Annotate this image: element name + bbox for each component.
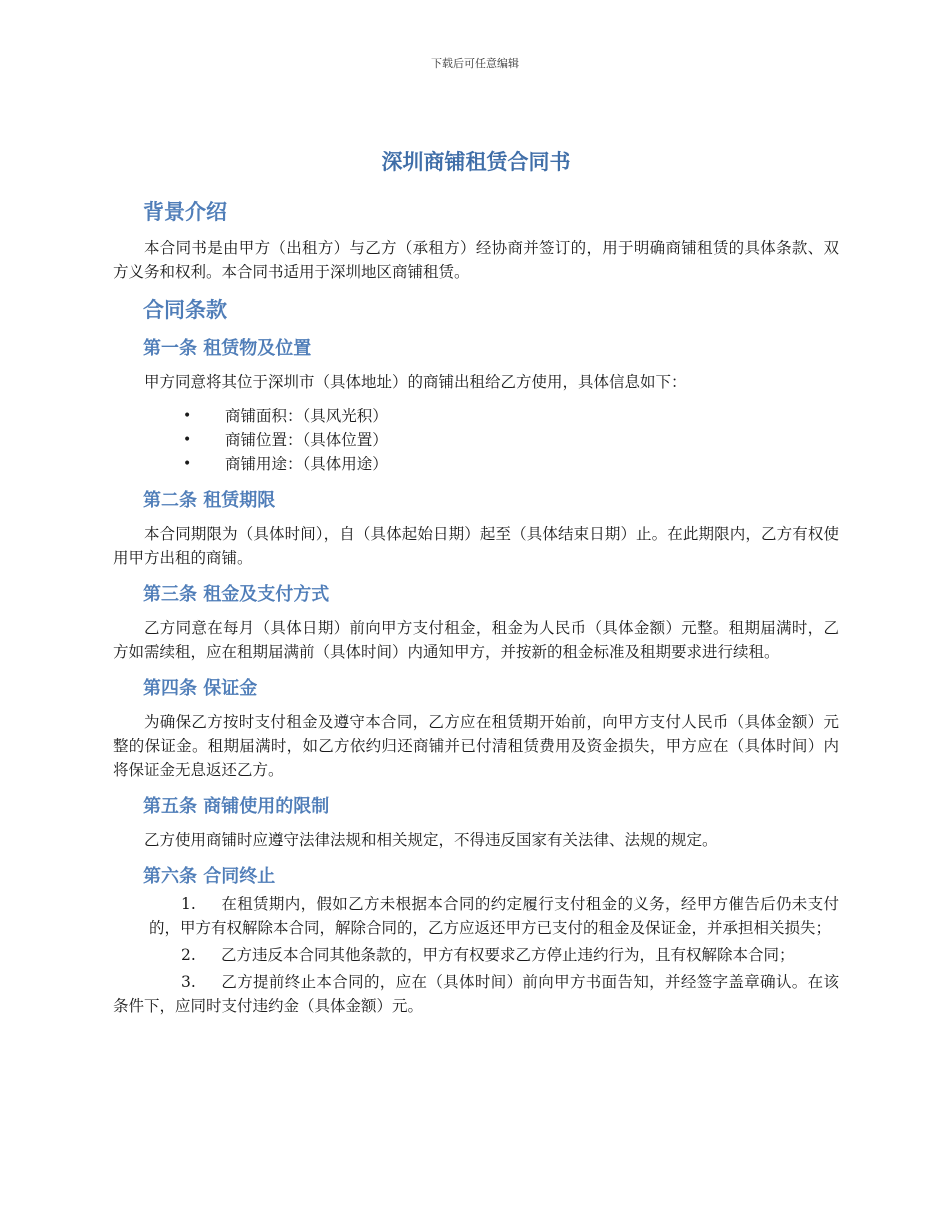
heading-article-1: 第一条 租赁物及位置 [143, 338, 312, 359]
heading-contract-terms: 合同条款 [143, 298, 227, 322]
bullet-icon: • [183, 456, 192, 472]
list-item-text: 乙方提前终止本合同的，应在（具体时间）前向甲方书面告知，并经签字盖章确认。在该条件下，应同时支付违约金（具体金额）元。 [113, 973, 839, 1015]
heading-article-3: 第三条 租金及支付方式 [143, 584, 330, 605]
list-item-number: 1. [181, 895, 196, 913]
article-5-paragraph: 乙方使用商铺时应遵守法律法规和相关规定，不得违反国家有关法律、法规的规定。 [144, 831, 718, 849]
list-item-text: 商铺面积：（具风光积） [225, 407, 388, 425]
list-item [113, 892, 839, 940]
article-1-bullet-list [113, 404, 839, 476]
document-body [113, 146, 839, 1021]
article-4-paragraph: 为确保乙方按时支付租金及遵守本合同，乙方应在租赁期开始前，向甲方支付人民币（具体金额）元整的保证金。租期届满时，如乙方依约归还商铺并已付清租赁费用及资金损失，甲方应在（具体时间）内将保证金无息返还乙方。 [113, 713, 839, 779]
list-item [113, 404, 839, 428]
heading-article-2: 第二条 租赁期限 [143, 490, 276, 511]
document-title: 深圳商铺租赁合同书 [381, 150, 571, 174]
bullet-icon: • [183, 432, 192, 448]
list-item [113, 943, 839, 967]
list-item [113, 970, 839, 1018]
background-paragraph: 本合同书是由甲方（出租方）与乙方（承租方）经协商并签订的，用于明确商铺租赁的具体条款、双方义务和权利。本合同书适用于深圳地区商铺租赁。 [113, 239, 839, 281]
list-item-text: 商铺用途：（具体用途） [225, 455, 388, 473]
list-item [113, 452, 839, 476]
list-item-number: 3. [181, 973, 196, 991]
bullet-icon: • [183, 408, 192, 424]
heading-article-5: 第五条 商铺使用的限制 [143, 796, 330, 817]
list-item-number: 2. [181, 946, 196, 964]
article-3-paragraph: 乙方同意在每月（具体日期）前向甲方支付租金，租金为人民币（具体金额）元整。租期届满时，乙方如需续租，应在租期届满前（具体时间）内通知甲方，并按新的租金标准及租期要求进行续租。 [113, 619, 839, 661]
article-2-paragraph: 本合同期限为（具体时间），自（具体起始日期）起至（具体结束日期）止。在此期限内，乙方有权使用甲方出租的商铺。 [113, 525, 839, 567]
article-6-numbered-list [113, 892, 839, 1018]
list-item-text: 商铺位置：（具体位置） [225, 431, 388, 449]
list-item-text: 在租赁期内，假如乙方未根据本合同的约定履行支付租金的义务，经甲方催告后仍未支付的，甲方有权解除本合同，解除合同的，乙方应返还甲方已支付的租金及保证金，并承担相关损失； [149, 895, 839, 937]
heading-article-6: 第六条 合同终止 [143, 866, 276, 887]
heading-article-4: 第四条 保证金 [143, 678, 258, 699]
heading-background: 背景介绍 [143, 200, 227, 224]
article-1-paragraph: 甲方同意将其位于深圳市（具体地址）的商铺出租给乙方使用，具体信息如下： [144, 373, 687, 391]
header-note: 下载后可任意编辑 [431, 57, 519, 70]
list-item [113, 428, 839, 452]
list-item-text: 乙方违反本合同其他条款的，甲方有权要求乙方停止违约行为，且有权解除本合同； [221, 946, 795, 964]
